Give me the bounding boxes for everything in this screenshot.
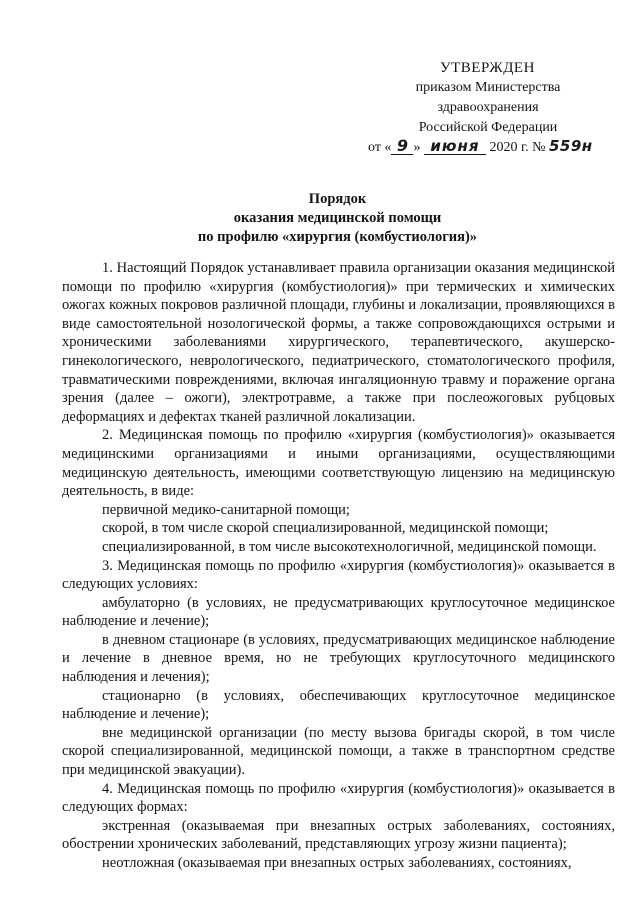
date-prefix: от « [368, 140, 392, 155]
paragraph-2-item-specialized: специализированной, в том числе высокотехнологичной, медицинской помощи. [102, 538, 597, 555]
approval-block [368, 58, 608, 158]
approved-heading: УТВЕРЖДЕН [440, 60, 535, 76]
paragraph-2: 2. Медицинская помощь по профилю «хирургия (комбустиология)» оказывается медицинскими организациями и иными организациями, осуществляющими медицинскую деятельность, имеющими соответствующую лицензию на медицинскую деятельность, в виде: [62, 427, 615, 500]
handwritten-order-number: 559н [548, 137, 593, 155]
handwritten-month: июня [424, 138, 486, 155]
document-subtitle-line2: по профилю «хирургия (комбустиология)» [197, 229, 478, 245]
paragraph-3: 3. Медицинская помощь по профилю «хирургия (комбустиология)» оказывается в следующих условиях: [62, 557, 615, 593]
paragraph-2-item-primary: первичной медико-санитарной помощи; [102, 501, 350, 518]
date-year: 2020 г. № [489, 140, 546, 155]
approval-line-federation: Российской Федерации [418, 120, 558, 135]
paragraph-4: 4. Медицинская помощь по профилю «хирургия (комбустиология)» оказывается в следующих формах: [62, 780, 615, 816]
paragraph-1: 1. Настоящий Порядок устанавливает правила организации оказания медицинской помощи по профилю «хирургия (комбустиология)» при термических и химических ожогах кожных покровов различной площади, глубины и локализации, проявляющихся в виде самостоятельной нозологической формы, а также сопровождающихся острыми и хроническими заболеваниями хирургического, терапевтического, акушерско-гинекологического, неврологического, педиатрического, стоматологического профиля, травматическими повреждениями, включая ингаляционную травму и поражение органа зрения (далее – ожоги), электротравме, а также при послеожоговых рубцовых деформациях и дефектах тканей различной локализации. [62, 260, 615, 425]
approval-line-health: здравоохранения [437, 100, 539, 115]
handwritten-day: 9 [391, 138, 413, 155]
document-title: Порядок [308, 191, 367, 207]
paragraph-3-item-outpatient: амбулаторно (в условиях, не предусматривающих круглосуточное медицинское наблюдение и лечение); [62, 594, 615, 630]
date-quote-close: » [413, 140, 421, 155]
paragraph-3-item-inpatient: стационарно (в условиях, обеспечивающих круглосуточное медицинское наблюдение и лечение); [62, 687, 615, 723]
approval-line-ministry: приказом Министерства [415, 80, 561, 95]
document-subtitle-line1: оказания медицинской помощи [233, 210, 442, 226]
paragraph-4-item-emergency: экстренная (оказываемая при внезапных острых заболеваниях, состояниях, обострении хронических заболеваний, представляющих угрозу жизни пациента); [62, 817, 615, 853]
document-body [62, 259, 615, 873]
paragraph-3-item-day-hospital: в дневном стационаре (в условиях, предусматривающих медицинское наблюдение и лечение в дневное время, но не требующих круглосуточного медицинского наблюдения и лечения); [62, 631, 615, 686]
paragraph-4-item-urgent: неотложная (оказываемая при внезапных острых заболеваниях, состояниях, [102, 855, 572, 871]
paragraph-2-item-ambulance: скорой, в том числе скорой специализированной, медицинской помощи; [102, 520, 549, 537]
paragraph-3-item-outside: вне медицинской организации (по месту вызова бригады скорой, в том числе скорой специализированной, медицинской помощи, а также в транспортном средстве при медицинской эвакуации). [62, 724, 615, 779]
approval-date-line [368, 138, 608, 158]
